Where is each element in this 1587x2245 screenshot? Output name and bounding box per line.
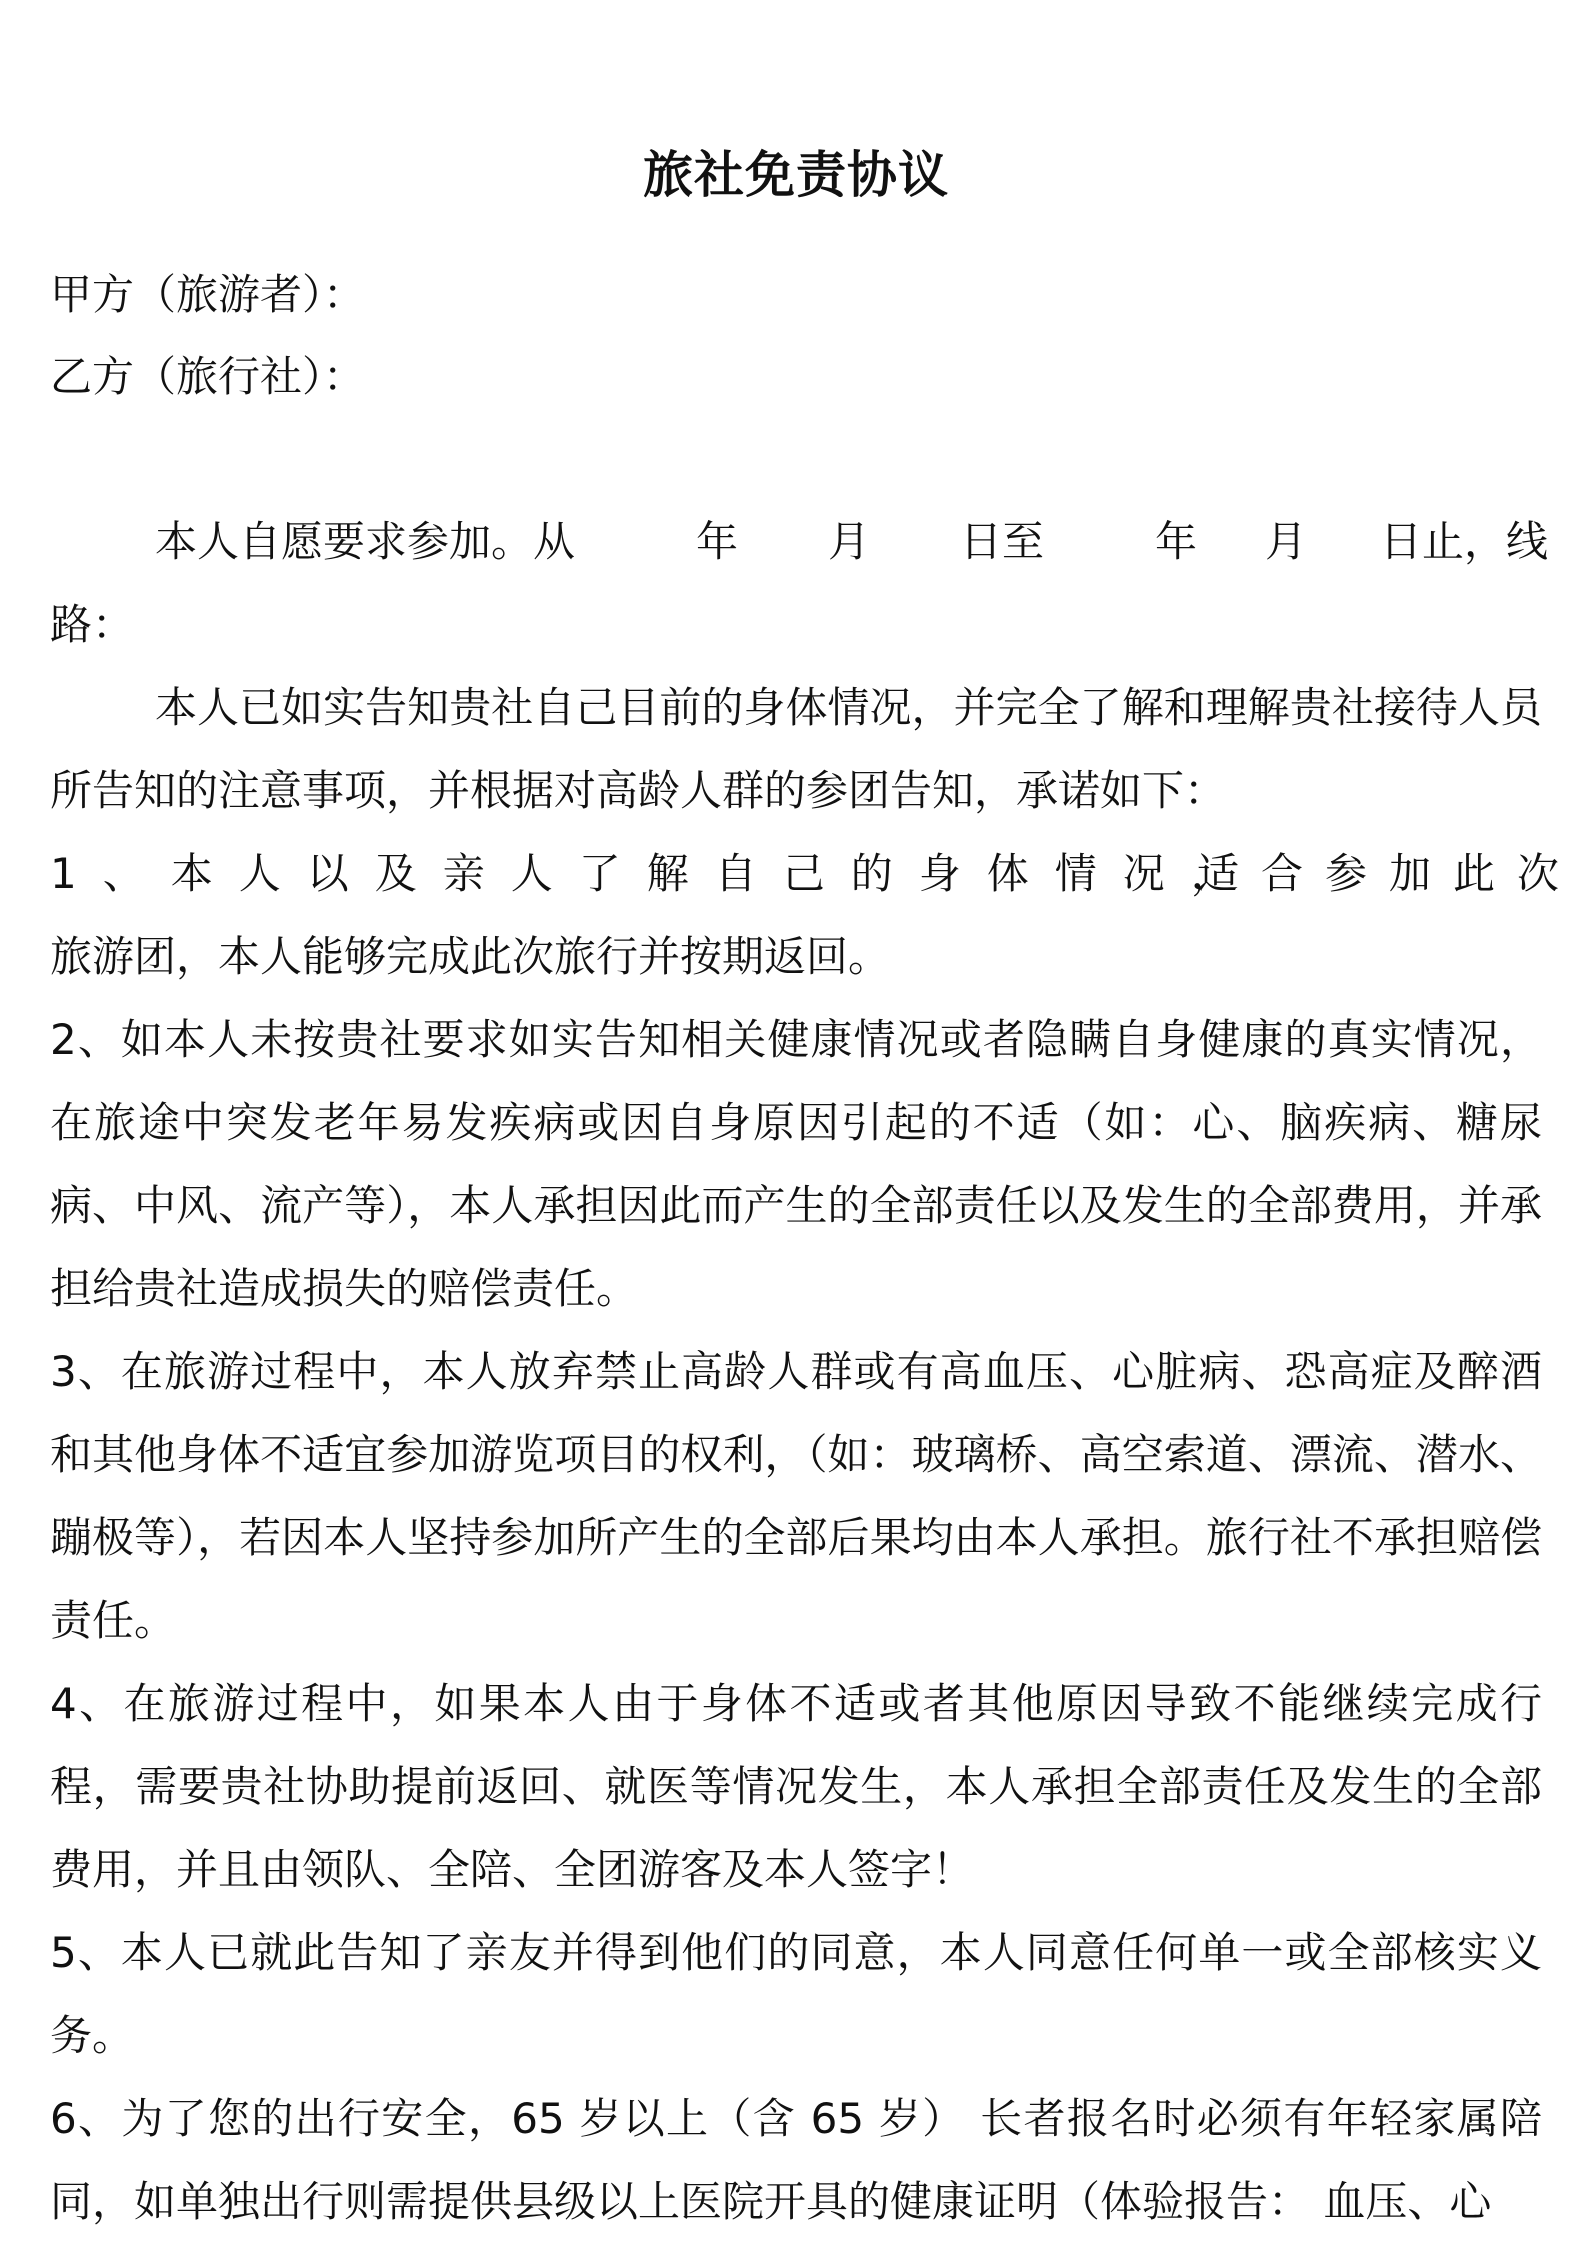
date-line-lead: 本人自愿要求参加。从 <box>155 517 576 566</box>
blank-spacer <box>50 418 1542 500</box>
date-year-1: 年 <box>696 517 739 566</box>
document-title: 旅社免责协议 <box>643 146 949 204</box>
date-year-2: 年 <box>1155 517 1198 566</box>
date-day-1-to: 日至 <box>960 517 1045 566</box>
date-day-2-end: 日止，线 <box>1380 517 1549 566</box>
date-line <box>50 500 1549 583</box>
item-1-line-2: 旅游团，本人能够完成此次旅行并按期返回。 <box>50 932 891 981</box>
item-1-line-1-part-b: 适合参加此次 <box>1197 849 1582 898</box>
date-month-2: 月 <box>1265 517 1308 566</box>
item-3: 3、在旅游过程中，本人放弃禁止高龄人群或有高血压、心脏病、恐高症及醉酒和其他身体不适宜参加游览项目的权利，（如：玻璃桥、高空索道、漂流、潜水、蹦极等），若因本人坚持参加所产生的全部后果均由本人承担。旅行社不承担赔偿责任。 <box>50 1347 1542 1645</box>
item-2: 2、如本人未按贵社要求如实告知相关健康情况或者隐瞒自身健康的真实情况，在旅途中突发老年易发疾病或因自身原因引起的不适（如：心、脑疾病、糖尿病、中风、流产等），本人承担因此而产生的全部责任以及发生的全部费用，并承担给贵社造成损失的赔偿责任。 <box>50 1015 1542 1313</box>
item-1-first-line <box>50 832 1582 915</box>
commitment-intro: 本人已如实告知贵社自己目前的身体情况，并完全了解和理解贵社接待人员所告知的注意事项，并根据对高龄人群的参团告知，承诺如下： <box>50 683 1542 815</box>
document-content <box>50 140 1582 2243</box>
item-5: 5、本人已就此告知了亲友并得到他们的同意，本人同意任何单一或全部核实义务。 <box>50 1928 1542 2060</box>
date-month-1: 月 <box>828 517 871 566</box>
item-6: 6、为了您的出行安全，65 岁以上（含 65 岁） 长者报名时必须有年轻家属陪同，如单独出行则需提供县级以上医院开具的健康证明（体验报告： 血压、心 <box>50 2094 1542 2226</box>
item-1-line-1-part-a: 1、本人以及亲人了解自己的身体情况， <box>50 849 1259 898</box>
item-4: 4、在旅游过程中，如果本人由于身体不适或者其他原因导致不能继续完成行程，需要贵社协助提前返回、就医等情况发生，本人承担全部责任及发生的全部费用，并且由领队、全陪、全团游客及本人签字！ <box>50 1679 1542 1894</box>
route-label: 路： <box>50 600 135 649</box>
party-b-label: 乙方（旅行社）： <box>50 352 366 401</box>
party-a-label: 甲方（旅游者）： <box>50 270 366 319</box>
